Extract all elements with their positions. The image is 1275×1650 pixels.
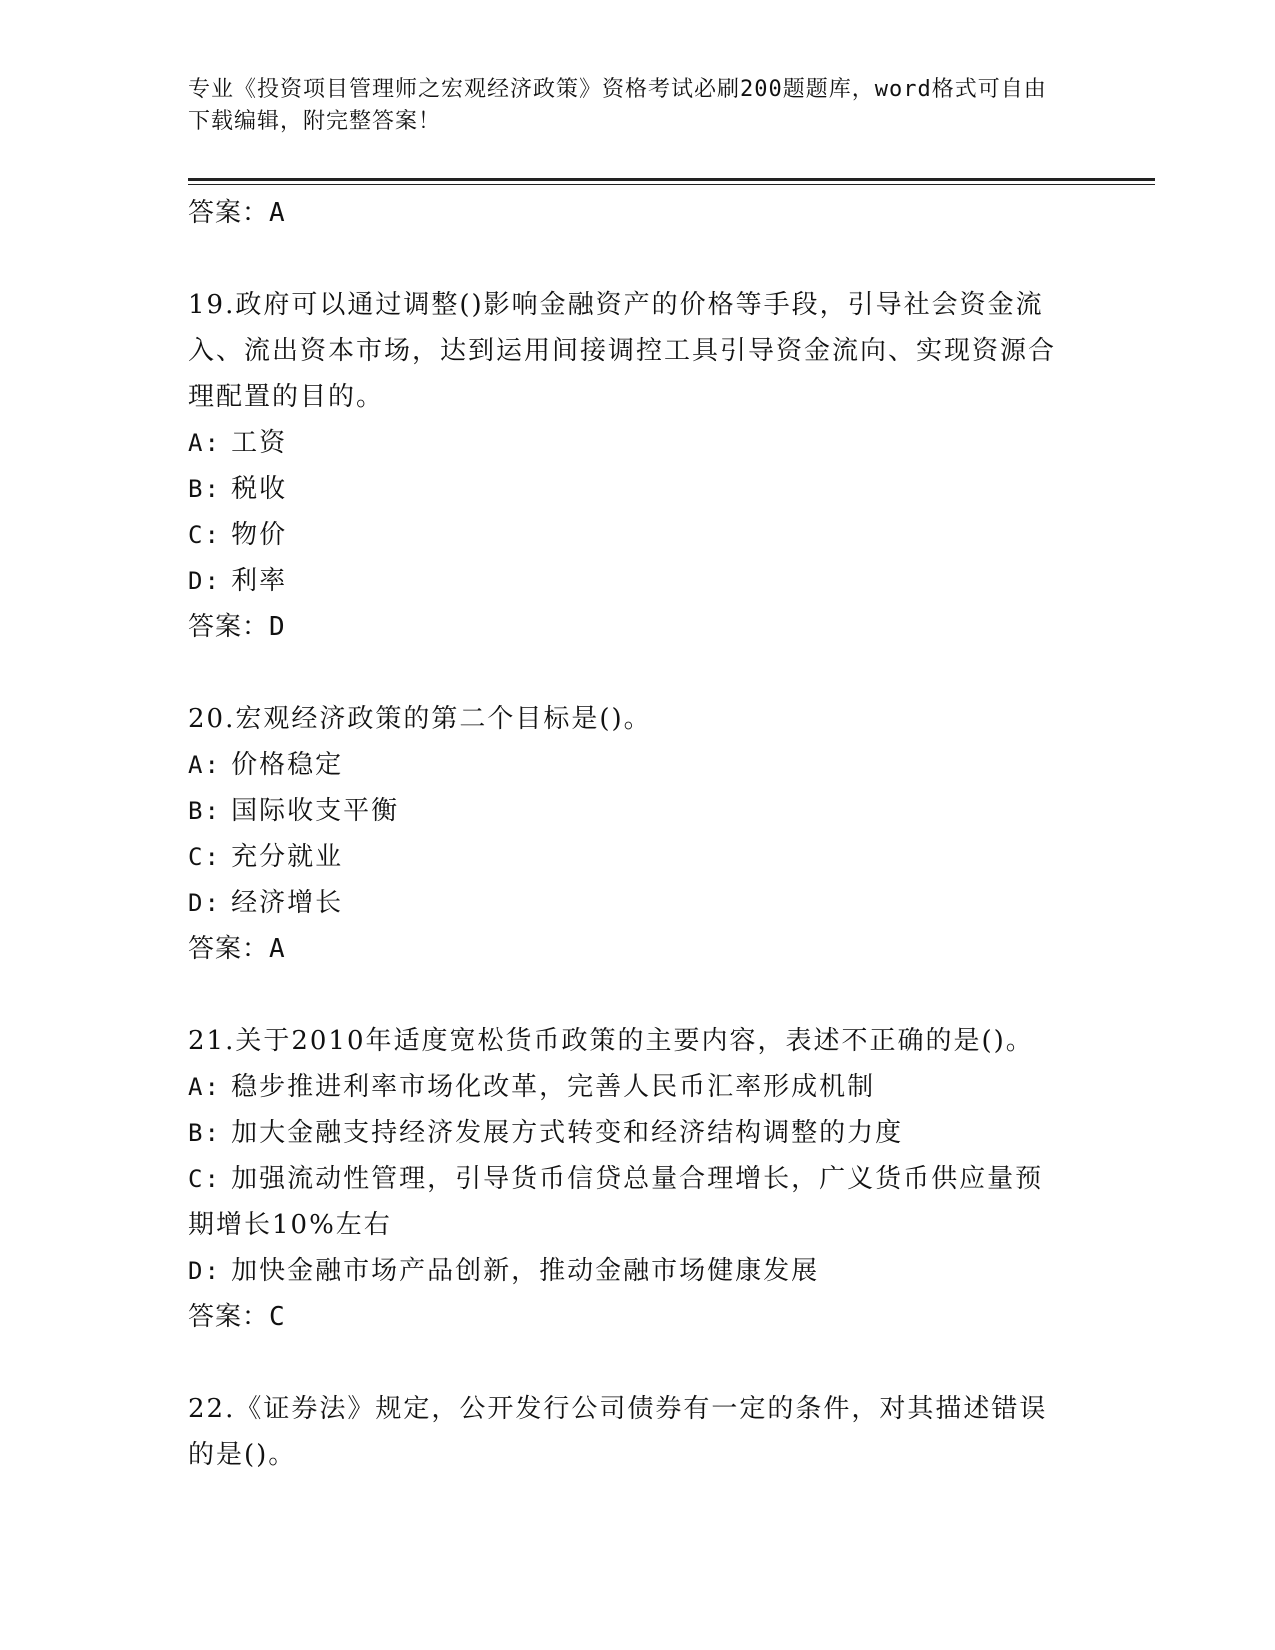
answer-line [188, 190, 1088, 236]
spacer [188, 236, 1088, 282]
option-text: 充分就业 [231, 842, 344, 872]
spacer [188, 972, 1088, 1018]
option-text: 价格稳定 [231, 750, 344, 780]
question-block [188, 1386, 1088, 1478]
option-a [188, 742, 1068, 788]
answer-label: 答案： [188, 198, 270, 228]
option-a [188, 1064, 1068, 1110]
option-key: B: [188, 1119, 221, 1147]
option-c [188, 834, 1068, 880]
question-block [188, 282, 1088, 650]
header-divider-thick [188, 178, 1155, 181]
option-key: B: [188, 797, 221, 825]
answer-value: A [269, 198, 286, 228]
header-divider-thin [188, 184, 1155, 185]
option-text: 稳步推进利率市场化改革，完善人民币汇率形成机制 [231, 1072, 876, 1102]
option-text: 国际收支平衡 [231, 796, 400, 826]
question-block [188, 1018, 1088, 1340]
question-stem: 20.宏观经济政策的第二个目标是()。 [188, 704, 652, 734]
option-d [188, 1248, 1068, 1294]
answer-value: C [269, 1302, 286, 1332]
option-text: 物价 [231, 520, 288, 550]
option-c [188, 512, 1068, 558]
option-b [188, 788, 1068, 834]
option-key: D: [188, 889, 221, 917]
option-text: 税收 [231, 474, 288, 504]
option-text: 加大金融支持经济发展方式转变和经济结构调整的力度 [231, 1118, 904, 1148]
answer-line [188, 1294, 1088, 1340]
header-title: 专业《投资项目管理师之宏观经济政策》资格考试必刷200题题库，word格式可自由下载编辑，附完整答案！ [188, 77, 1047, 134]
option-key: D: [188, 1257, 221, 1285]
answer-label: 答案： [188, 934, 270, 964]
option-key: C: [188, 521, 221, 549]
question-list [188, 190, 1088, 1478]
option-b [188, 466, 1068, 512]
spacer [188, 1340, 1088, 1386]
option-text: 加快金融市场产品创新，推动金融市场健康发展 [231, 1256, 820, 1286]
option-key: D: [188, 567, 221, 595]
option-d [188, 880, 1068, 926]
option-key: C: [188, 843, 221, 871]
option-a [188, 420, 1068, 466]
answer-line [188, 604, 1088, 650]
spacer [188, 650, 1088, 696]
answer-label: 答案： [188, 1302, 270, 1332]
option-key: A: [188, 751, 221, 779]
option-d [188, 558, 1068, 604]
question-stem: 19.政府可以通过调整()影响金融资产的价格等手段，引导社会资金流入、流出资本市场，达到运用间接调控工具引导资金流向、实现资源合理配置的目的。 [188, 290, 1057, 412]
option-text: 工资 [231, 428, 288, 458]
option-key: A: [188, 1073, 221, 1101]
answer-value: A [269, 934, 286, 964]
question-block [188, 696, 1088, 972]
answer-value: D [269, 612, 286, 642]
option-text: 加强流动性管理，引导货币信贷总量合理增长，广义货币供应量预期增长10%左右 [188, 1164, 1044, 1240]
option-key: B: [188, 475, 221, 503]
option-key: C: [188, 1165, 221, 1193]
option-text: 利率 [231, 566, 288, 596]
answer-label: 答案： [188, 612, 270, 642]
answer-line [188, 926, 1088, 972]
option-text: 经济增长 [231, 888, 344, 918]
question-stem: 21.关于2010年适度宽松货币政策的主要内容，表述不正确的是()。 [188, 1026, 1034, 1056]
option-b [188, 1110, 1068, 1156]
question-stem: 22.《证券法》规定，公开发行公司债券有一定的条件，对其描述错误的是()。 [188, 1394, 1048, 1470]
page-header [188, 74, 1068, 138]
option-key: A: [188, 429, 221, 457]
option-c [188, 1156, 1068, 1248]
